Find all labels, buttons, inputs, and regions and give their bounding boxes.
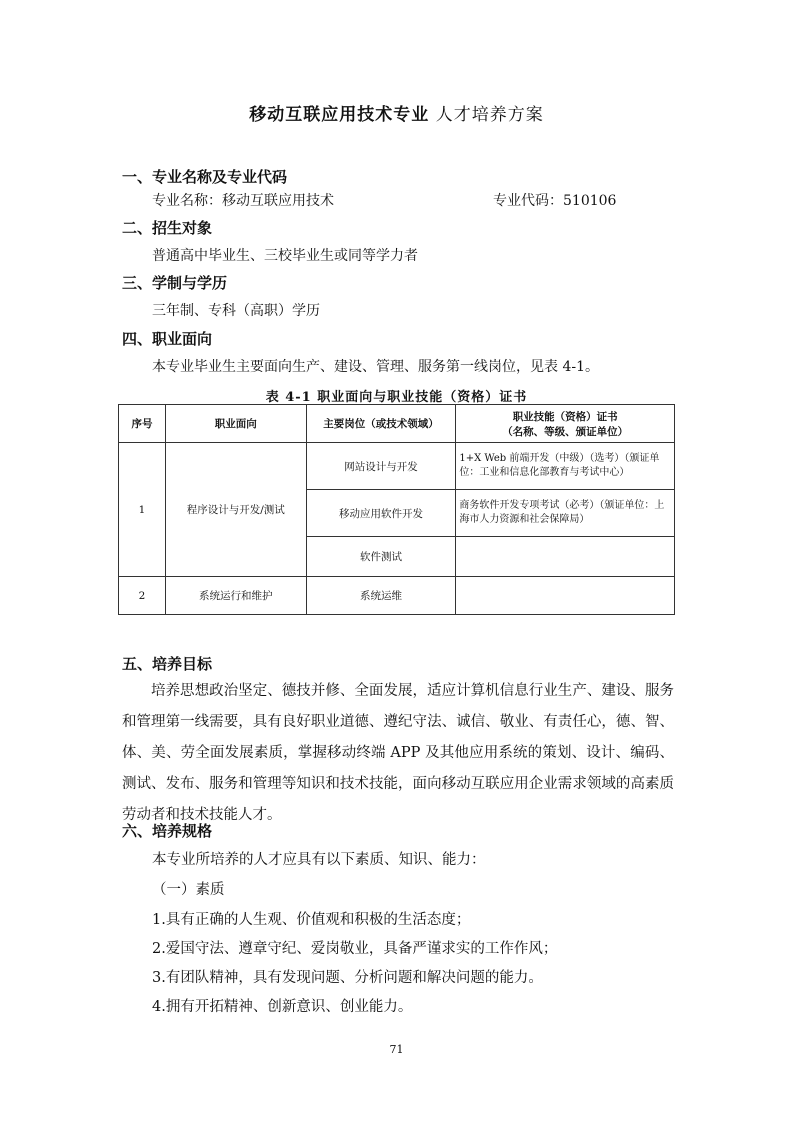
row-no: 2 xyxy=(119,577,166,615)
duration-text: 三年制、专科（高职）学历 xyxy=(152,303,320,319)
row-cert: 商务软件开发专项考试（必考）（颁证单位：上海市人力资源和社会保障局） xyxy=(456,490,675,537)
row-post: 系统运维 xyxy=(306,577,456,615)
quality-item: 3.有团队精神，具有发现问题、分析问题和解决问题的能力。 xyxy=(152,970,543,986)
header-cert xyxy=(456,405,675,443)
row-direction: 程序设计与开发/测试 xyxy=(165,443,306,577)
header-post: 主要岗位（或技术领域） xyxy=(306,405,456,443)
table-caption: 表 4-1 职业面向与职业技能（资格）证书 xyxy=(265,390,528,405)
header-direction: 职业面向 xyxy=(165,405,306,443)
row-cert xyxy=(456,537,675,577)
document-title xyxy=(0,100,793,125)
row-no: 1 xyxy=(119,443,166,577)
table-row xyxy=(119,577,675,615)
spec-intro: 本专业所培养的人才应具有以下素质、知识、能力： xyxy=(152,852,486,868)
row-post: 软件测试 xyxy=(306,537,456,577)
major-code: 专业代码：510106 xyxy=(493,193,617,209)
spec-subheading: （一）素质 xyxy=(152,882,225,898)
header-no: 序号 xyxy=(119,405,166,443)
row-post: 移动应用软件开发 xyxy=(306,490,456,537)
title-bold: 移动互联应用技术专业 xyxy=(249,105,430,125)
section-heading-3: 三、学制与学历 xyxy=(122,274,228,292)
table-row xyxy=(119,443,675,490)
quality-item: 4.拥有开拓精神、创新意识、创业能力。 xyxy=(152,999,413,1015)
page-number: 71 xyxy=(389,1043,404,1056)
objective-paragraph: 培养思想政治坚定、德技并修、全面发展，适应计算机信息行业生产、建设、服务和管理第一线需要，具有良好职业道德、遵纪守法、诚信、敬业、有责任心，德、智、体、美、劳全面发展素质，掌握移动终端 APP 及其他应用系统的策划、设计、编码、测试、发布、服务和管理等知识和技术技能，面向移动互联应用企业需求领域的高素质劳动者和技术技能人才。 xyxy=(122,683,674,823)
career-table xyxy=(118,404,675,615)
row-cert: 1+X Web 前端开发（中级）（选考）（颁证单位：工业和信息化部教育与考试中心） xyxy=(456,443,675,490)
title-light: 人才培养方案 xyxy=(435,105,544,125)
enrollment-text: 普通高中毕业生、三校毕业生或同等学力者 xyxy=(152,248,418,264)
header-cert-line2: （名称、等级、颁证单位） xyxy=(502,425,629,438)
row-post: 网站设计与开发 xyxy=(306,443,456,490)
quality-item: 1.具有正确的人生观、价值观和积极的生活态度； xyxy=(152,912,471,928)
quality-item: 2.爱国守法、遵章守纪、爱岗敬业，具备严谨求实的工作作风； xyxy=(152,941,558,957)
career-text: 本专业毕业生主要面向生产、建设、管理、服务第一线岗位，见表 4-1。 xyxy=(152,359,599,375)
section-heading-4: 四、职业面向 xyxy=(122,330,213,348)
table-header-row xyxy=(119,405,675,443)
row-direction: 系统运行和维护 xyxy=(165,577,306,615)
section-heading-1: 一、专业名称及专业代码 xyxy=(122,168,288,186)
section-heading-2: 二、招生对象 xyxy=(122,219,213,237)
header-cert-line1: 职业技能（资格）证书 xyxy=(512,410,618,423)
section-heading-5: 五、培养目标 xyxy=(122,655,213,673)
row-cert xyxy=(456,577,675,615)
major-name: 专业名称：移动互联应用技术 xyxy=(152,193,334,209)
section-heading-6: 六、培养规格 xyxy=(122,822,213,840)
